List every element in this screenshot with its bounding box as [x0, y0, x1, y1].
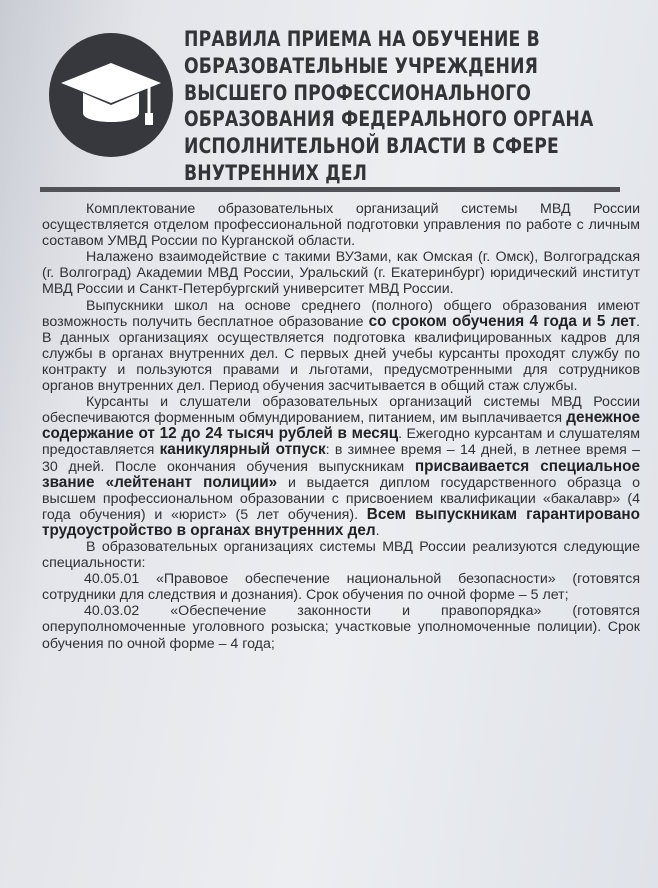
text-run: . — [375, 522, 380, 539]
paragraph-specialties-intro: В образовательных организациях системы МВД России реализуются следующие специальности: — [42, 538, 640, 572]
highlight-rank: присваивается специальное звание «лейтенант полиции» — [42, 457, 640, 491]
highlight-vacation: каникулярный отпуск — [159, 441, 326, 459]
paragraph-graduates — [42, 298, 640, 395]
body-text — [42, 201, 640, 652]
text-run: Выпускники школ на основе среднего (полного) общего образования имеют возможность получить бесплатное образование — [42, 297, 640, 330]
text-run: Курсанты и слушатели образовательных организаций системы МВД России обеспечиваются форменным обмундированием, питанием, им выплачивается — [42, 394, 640, 427]
title-line: ВЫСШЕГО ПРОФЕССИОНАЛЬНОГО — [184, 80, 532, 105]
specialty-item: 40.03.02 «Обеспечение законности и правопорядка» (готовятся оперуполномоченные уголовного розыска; участковые уполномоченные полиции). Срок обучения по очной форме – 4 года; — [42, 603, 640, 652]
paragraph-benefits — [42, 394, 640, 539]
paragraph-partner-universities: Налажено взаимодействие с такими ВУЗами, как Омская (г. Омск), Волгоградская (г. Волгоград) Академии МВД России, Уральский (г. Екатеринбург) юридический институт МВД России и Санкт-Петербургский университет МВД России. — [42, 249, 640, 298]
highlight-salary: денежное содержание от 12 до 24 тысяч рублей в месяц — [42, 409, 640, 443]
graduation-cap-icon — [49, 33, 173, 157]
specialty-item: 40.05.01 «Правовое обеспечение национальной безопасности» (готовятся сотрудники для следствия и дознания). Срок обучения по очной форме – 5 лет; — [42, 571, 640, 604]
title-line: ВНУТРЕННИХ ДЕЛ — [184, 160, 368, 185]
text-run: : в зимнее время – 14 дней, в летнее время – 30 дней. После окончания обучения выпускникам — [42, 442, 640, 475]
title-line: ИСПОЛНИТЕЛЬНОЙ ВЛАСТИ В СФЕРЕ — [184, 134, 559, 159]
text-run: и выдается диплом государственного образца о высшем профессиональном образовании с присвоением квалификации «бакалавр» (4 года обучения) и «юрист» (5 лет обучения). — [42, 474, 641, 523]
title-line: ОБРАЗОВАНИЯ ФЕДЕРАЛЬНОГО ОРГАНА — [184, 107, 594, 132]
paragraph-recruitment: Комплектование образовательных организаций системы МВД России осуществляется отделом профессиональной подготовки управления по работе с личным составом УМВД России по Курганской области. — [42, 201, 640, 250]
logo-circle — [49, 33, 173, 157]
title-divider — [40, 187, 620, 192]
text-run: . Ежегодно курсантам и слушателям предоставляется — [42, 426, 640, 459]
highlight-study-term: со сроком обучения 4 года и 5 лет — [368, 312, 637, 330]
text-run: . В данных организациях осуществляется подготовка квалифицированных кадров для службы в органах внутренних дел. С первых дней учебы курсанты проходят службу по контракту и пользуются правами и льготами, предусмотренными для сотрудников органов внутренних дел. Период обучения засчитывается в общий стаж службы. — [42, 313, 640, 395]
title-line: ПРАВИЛА ПРИЕМА НА ОБУЧЕНИЕ В — [184, 27, 540, 51]
title-line: ОБРАЗОВАТЕЛЬНЫЕ УЧРЕЖДЕНИЯ — [184, 53, 539, 78]
highlight-employment: Всем выпускникам гарантировано трудоустройство в органах внутренних дел — [42, 505, 641, 539]
page-title — [184, 26, 594, 187]
